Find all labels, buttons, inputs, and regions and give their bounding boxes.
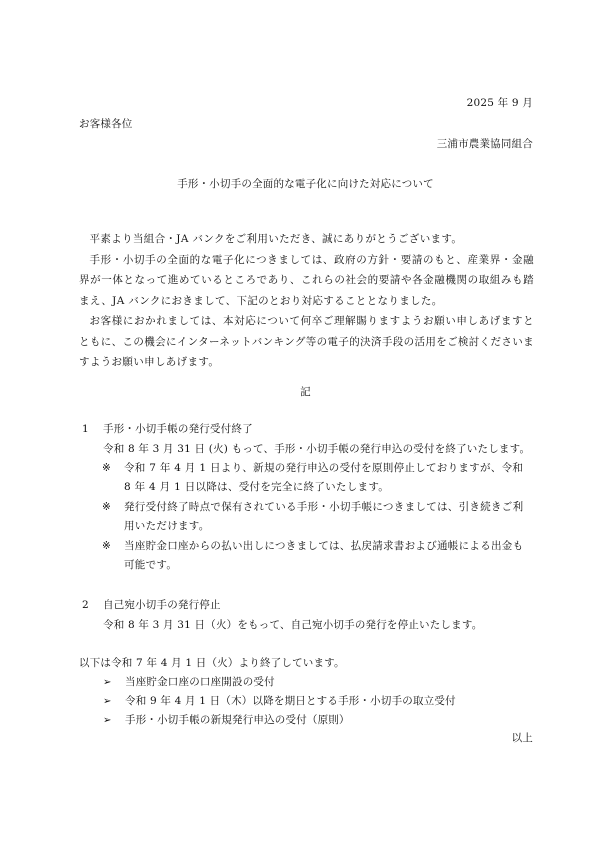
addressee: お客様各位 <box>79 118 133 130</box>
intro-paragraph: お客様におかれましては、本対応について何卒ご理解賜りますようお願い申しあげますとともに、この機会にインターネットバンキング等の電子的決済手段の活用をご検討くださいますようお願い申しあげます。 <box>79 315 534 368</box>
note-item <box>102 498 532 536</box>
note-text: 令和 7 年 4 月 1 日より、新規の発行申込の受付を原則停止しておりますが、令和 8 年 4 月 1 日以降は、受付を完全に終了いたします。 <box>124 462 524 493</box>
note-text: 当座貯金口座からの払い出しにつきましては、払戻請求書および通帳による出金も可能です。 <box>124 540 524 571</box>
intro-paragraph: 手形・小切手の全面的な電子化につきましては、政府の方針・要請のもと、産業界・金融界が一体となって進めているところであり、これらの社会的要請や各金融機関の取組みも踏まえ、JA バンクにおきまして、下記のとおり対応することとなりました。 <box>79 253 534 307</box>
ki-heading: 記 <box>300 386 311 398</box>
list-item <box>103 713 350 728</box>
arrowhead-bullet-icon: ➢ <box>103 715 112 726</box>
section1-text: 令和 8 年 3 月 31 日 (火) もって、手形・小切手帳の発行申込の受付を終了いたします。 <box>103 443 531 455</box>
section2-number: 2 <box>82 599 89 611</box>
note-mark: ※ <box>102 462 112 474</box>
note-mark: ※ <box>102 501 112 513</box>
closing-mark: 以上 <box>511 732 533 744</box>
section1-heading: 手形・小切手帳の発行受付終了 <box>103 423 253 435</box>
section2-text: 令和 8 年 3 月 31 日（火）をもって、自己宛小切手の発行を停止いたします。 <box>103 619 483 631</box>
note-item <box>102 537 532 575</box>
document-title: 手形・小切手の全面的な電子化に向けた対応について <box>177 178 434 190</box>
list-item <box>103 694 456 709</box>
note-mark: ※ <box>102 540 112 552</box>
list-item-text: 令和 9 年 4 月 1 日（木）以降を期日とする手形・小切手の取立受付 <box>125 695 456 707</box>
list-item-text: 手形・小切手帳の新規発行申込の受付（原則） <box>125 714 350 726</box>
list-item-text: 当座貯金口座の口座開設の受付 <box>125 676 275 688</box>
sender-name: 三浦市農業協同組合 <box>436 138 533 150</box>
intro-body <box>79 229 534 373</box>
note-item <box>102 459 532 497</box>
intro-paragraph: 平素より当組合・JA バンクをご利用いただき、誠にありがとうございます。 <box>89 233 463 245</box>
list-item <box>103 675 275 690</box>
section1-number: 1 <box>82 423 89 435</box>
document-date: 2025 年 9 月 <box>466 97 533 109</box>
section2-heading: 自己宛小切手の発行停止 <box>103 599 221 611</box>
arrowhead-bullet-icon: ➢ <box>103 677 112 688</box>
arrowhead-bullet-icon: ➢ <box>103 696 112 707</box>
note-text: 発行受付終了時点で保有されている手形・小切手帳につきましては、引き続きご利用いただけます。 <box>124 501 524 532</box>
ended-intro: 以下は令和 7 年 4 月 1 日（火）より終了しています。 <box>79 657 345 669</box>
